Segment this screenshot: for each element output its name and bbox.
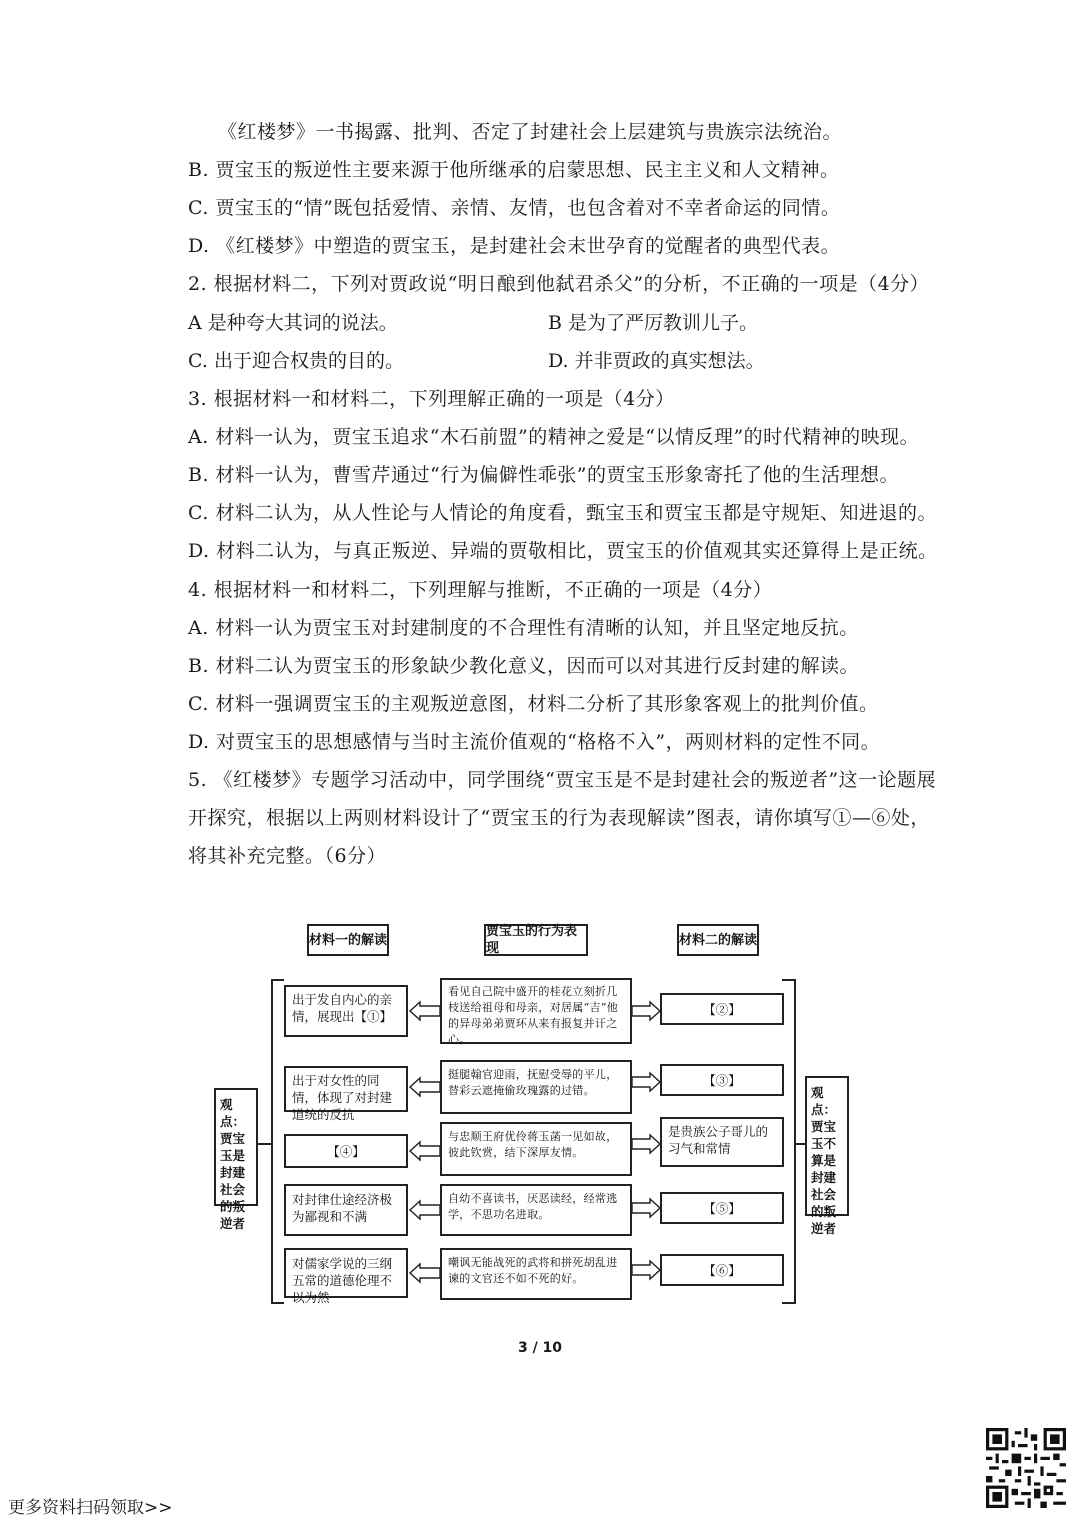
option-a: A 是种夸大其词的说法。 (188, 312, 398, 334)
left-box-1: 出于发自内心的亲情，展现出【①】 (284, 985, 408, 1037)
left-box-5: 对儒家学说的三纲五常的道德伦理不以为然 (284, 1248, 408, 1298)
text-line: A. 材料一认为贾宝玉对封建制度的不合理性有清晰的认知，并且坚定地反抗。 (188, 617, 859, 639)
option-c: C. 出于迎合权贵的目的。 (188, 350, 404, 372)
header-mid: 贾宝玉的行为表现 (484, 924, 588, 956)
question-4: 4. 根据材料一和材料二，下列理解与推断，不正确的一项是（4分） (188, 579, 773, 601)
mid-box-5: 嘲讽无能战死的武将和拼死胡乱进谏的文官还不如不死的好。 (440, 1248, 632, 1300)
footer-promo[interactable]: 更多资料扫码领取>> (8, 1498, 173, 1518)
mid-box-1: 看见自己院中盛开的桂花立刻折几枝送给祖母和母亲，对居属“吉”他的异母弟弟贾环从来有报复并讦之心。 (440, 978, 632, 1044)
text-line: B. 材料一认为，曹雪芹通过“行为偏僻性乖张”的贾宝玉形象寄托了他的生活理想。 (188, 464, 899, 486)
right-box-2: 【③】 (660, 1064, 784, 1096)
text-line: D. 材料二认为，与真正叛逆、异端的贾敬相比，贾宝玉的价值观其实还算得上是正统。 (188, 540, 938, 562)
mid-box-3: 与忠顺王府优伶蒋玉菡一见如故，彼此钦赏，结下深厚友情。 (440, 1122, 632, 1176)
text-line: D. 《红楼梦》中塑造的贾宝玉，是封建社会末世孕育的觉醒者的典型代表。 (188, 235, 841, 257)
text-line: B. 材料二认为贾宝玉的形象缺少教化意义，因而可以对其进行反封建的解读。 (188, 655, 860, 677)
text-line: C. 贾宝玉的“情”既包括爱情、亲情、友情，也包含着对不幸者命运的同情。 (188, 197, 841, 219)
mid-box-2: 挺腿翰官迎雨，抚慰受辱的平儿，替彩云遮掩偷玫瑰露的过错。 (440, 1060, 632, 1114)
option-b: B 是为了严厉教训儿子。 (548, 312, 759, 334)
header-right: 材料二的解读 (677, 924, 759, 956)
text-line: 开探究，根据以上两则材料设计了“贾宝玉的行为表现解读”图表，请你填写①—⑥处， (188, 807, 930, 829)
text-line: A. 材料一认为，贾宝玉追求“木石前盟”的精神之爱是“以情反理”的时代精神的映现。 (188, 426, 920, 448)
left-view-box: 观点：贾宝玉是封建社会的叛逆者 (214, 1088, 258, 1206)
text-line: 《红楼梦》一书揭露、批判、否定了封建社会上层建筑与贵族宗法统治。 (218, 121, 843, 143)
mid-box-4: 自幼不喜读书，厌恶读经，经常逃学，不思功名进取。 (440, 1184, 632, 1236)
question-2: 2. 根据材料二，下列对贾政说“明日酿到他弑君杀父”的分析，不正确的一项是（4分） (188, 273, 930, 295)
header-left: 材料一的解读 (307, 924, 389, 956)
text-line: D. 对贾宝玉的思想感情与当时主流价值观的“格格不入”，两则材料的定性不同。 (188, 731, 881, 753)
text-line: B. 贾宝玉的叛逆性主要来源于他所继承的启蒙思想、民主主义和人文精神。 (188, 159, 840, 181)
left-box-2: 出于对女性的同情，体现了对封建道统的反抗 (284, 1066, 408, 1112)
right-box-5: 【⑥】 (660, 1254, 784, 1286)
left-box-3: 【④】 (284, 1134, 408, 1168)
question-3: 3. 根据材料一和材料二，下列理解正确的一项是（4分） (188, 388, 675, 410)
question-5: 5. 《红楼梦》专题学习活动中，同学围绕“贾宝玉是不是封建社会的叛逆者”这一论题展 (188, 769, 937, 791)
text-line: 将其补充完整。（6分） (188, 845, 387, 867)
page-number: 3 / 10 (517, 1340, 563, 1356)
qr-code-icon (986, 1428, 1066, 1508)
text-line: C. 材料二认为，从人性论与人情论的角度看，甄宝玉和贾宝玉都是守规矩、知进退的。 (188, 502, 937, 524)
text-line: C. 材料一强调贾宝玉的主观叛逆意图，材料二分析了其形象客观上的批判价值。 (188, 693, 879, 715)
right-view-box: 观点：贾宝玉不算是封建社会的叛逆者 (805, 1076, 849, 1216)
right-box-1: 【②】 (660, 993, 784, 1025)
right-box-3: 是贵族公子哥儿的习气和常情 (660, 1117, 784, 1167)
right-box-4: 【⑤】 (660, 1192, 784, 1224)
option-d: D. 并非贾政的真实想法。 (548, 350, 765, 372)
left-box-4: 对封律仕途经济极为鄙视和不满 (284, 1184, 408, 1236)
